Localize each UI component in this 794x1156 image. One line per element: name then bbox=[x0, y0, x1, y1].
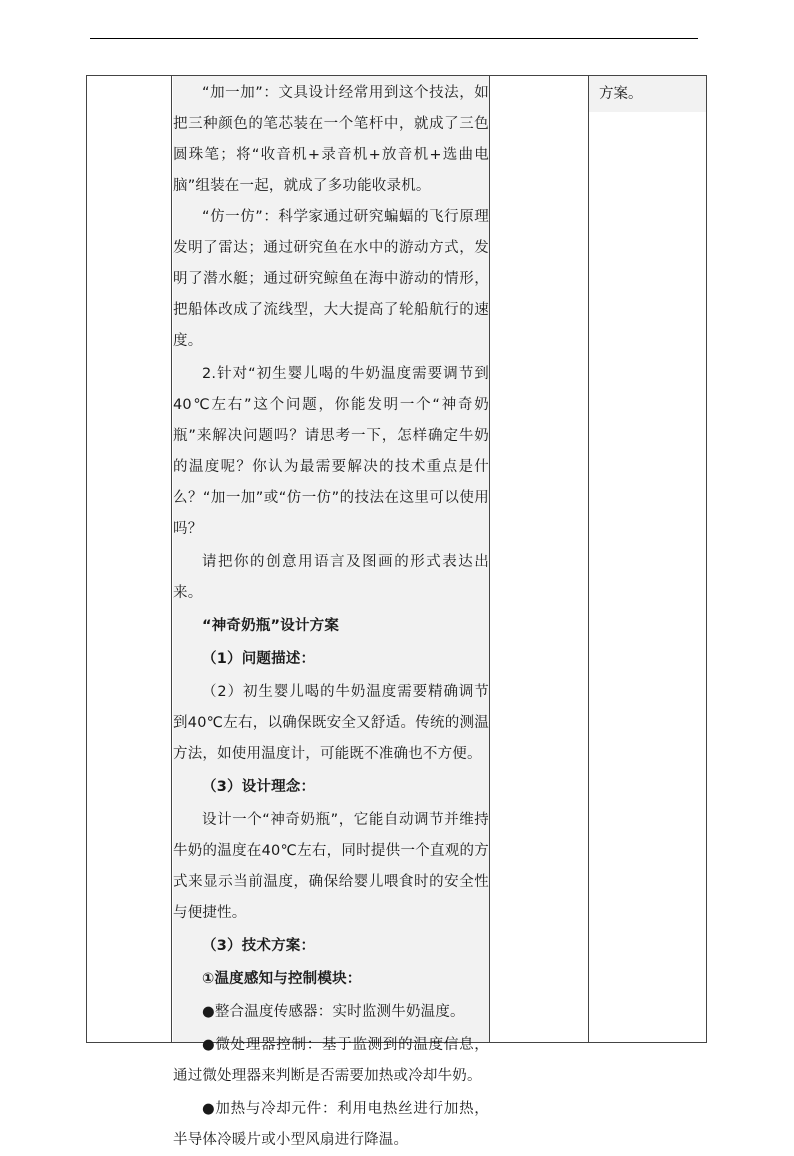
section-concept-heading: （3）设计理念： bbox=[202, 779, 316, 795]
paragraph-instruction: 请把你的创意用语言及图画的形式表达出来。 bbox=[173, 554, 489, 601]
paragraph-fang-yi-fang: “仿一仿”：科学家通过研究蝙蝠的飞行原理发明了雷达；通过研究鱼在水中的游动方式，发明了潜水艇；通过研究鲸鱼在海中游动的情形，把船体改成了流线型，大大提高了轮船航行的速度。 bbox=[173, 209, 489, 349]
section-problem-heading: （1）问题描述： bbox=[202, 651, 316, 667]
paragraph-jia-yi-jia: “加一加”：文具设计经常用到这个技法，如把三种颜色的笔芯装在一个笔杆中，就成了三色圆珠笔；将“收音机+录音机+放音机+选曲电脑”组装在一起，就成了多功能收录机。 bbox=[173, 85, 489, 194]
activity-content-cell bbox=[173, 78, 489, 1156]
column-divider-3 bbox=[588, 76, 589, 1042]
notes-cell bbox=[589, 76, 706, 112]
paragraph-question-2: 2.针对“初生婴儿喝的牛奶温度需要调节到40℃左右”这个问题，你能发明一个“神奇奶瓶”来解决问题吗？请思考一下，怎样确定牛奶的温度呢？你认为最需要解决的技术重点是什么？“加一加”或“仿一仿”的技法在这里可以使用吗？ bbox=[173, 366, 489, 537]
bullet-processor: ●微处理器控制：基于监测到的温度信息，通过微处理器来判断是否需要加热或冷却牛奶。 bbox=[173, 1037, 489, 1084]
section-tech-heading: （3）技术方案： bbox=[202, 938, 316, 954]
section-concept-text: 设计一个“神奇奶瓶”，它能自动调节并维持牛奶的温度在40℃左右，同时提供一个直观的方式来显示当前温度，确保给婴儿喂食时的安全性与便捷性。 bbox=[173, 812, 489, 921]
bullet-heating-cooling: ●加热与冷却元件：利用电热丝进行加热，半导体冷暖片或小型风扇进行降温。 bbox=[173, 1101, 489, 1148]
module-heading: ①温度感知与控制模块： bbox=[202, 971, 362, 987]
header-rule bbox=[90, 38, 698, 39]
lesson-plan-table bbox=[86, 75, 707, 1148]
design-title: “神奇奶瓶”设计方案 bbox=[202, 618, 340, 634]
notes-text: 方案。 bbox=[599, 86, 643, 102]
column-divider-2 bbox=[489, 76, 490, 1042]
bullet-sensor: ●整合温度传感器：实时监测牛奶温度。 bbox=[202, 1004, 465, 1020]
column-divider-1 bbox=[171, 76, 172, 1042]
section-problem-text: （2）初生婴儿喝的牛奶温度需要精确调节到40℃左右，以确保既安全又舒适。传统的测温方法，如使用温度计，可能既不准确也不方便。 bbox=[173, 684, 489, 762]
